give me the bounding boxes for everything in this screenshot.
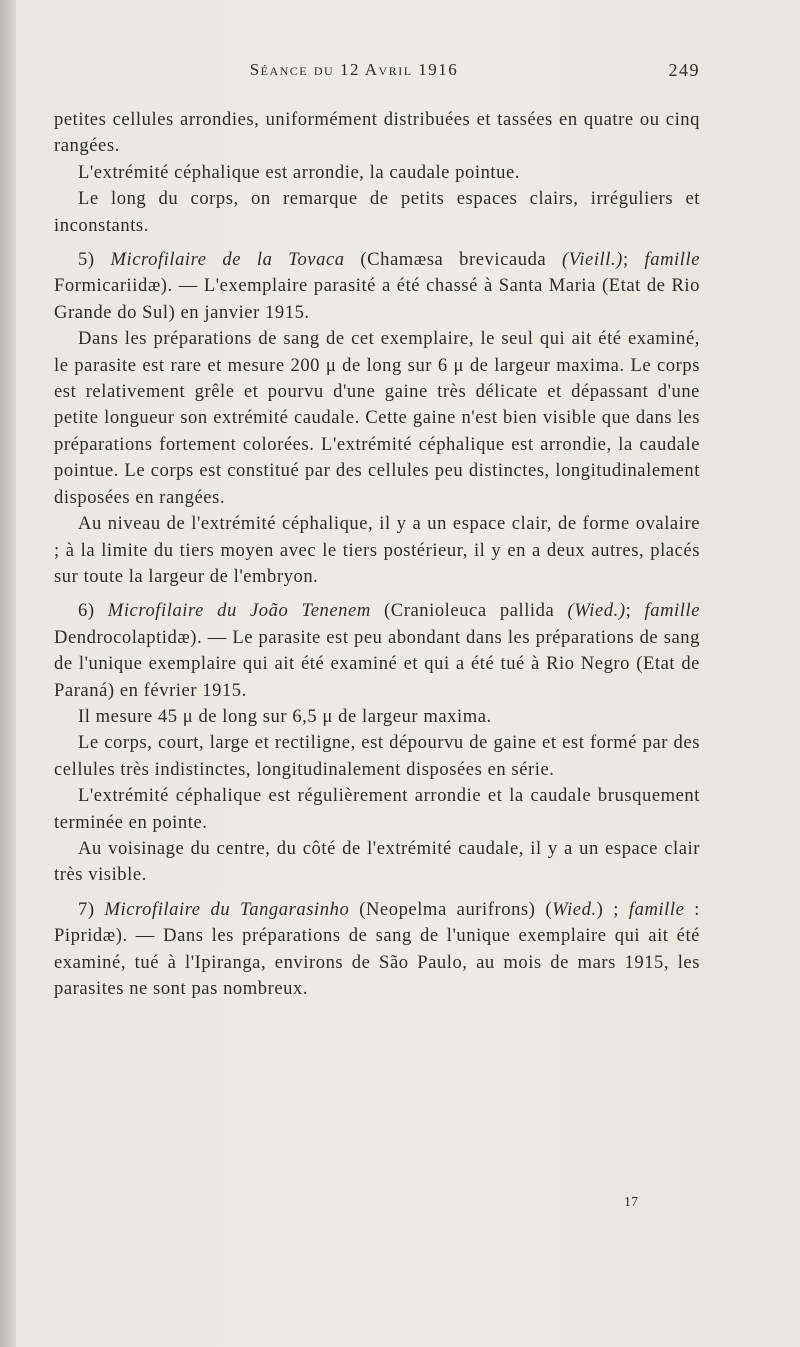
author-name: Wied. <box>552 898 597 920</box>
text-segment: Dans les préparations de sang de cet exemplaire, le seul qui ait été examiné, le parasite est rare et mesure 200 μ de long sur 6 μ de largeur maxima. Le corps est relativement grêle et pourvu d'une gaine très délicate et dépassant d'une petite longueur son extrémité caudale. Cette gaine n'est bien visible que dans les préparations fortement colorées. L'extrémité céphalique est arrondie, la caudale pointue. Le corps est constitué par des cellules peu distinctes, longitudinalement disposées en rangées. <box>54 328 700 508</box>
species-name: Microfilaire du Tangarasinho <box>104 898 350 920</box>
text-segment: Dendrocolaptidæ). — Le parasite est peu abondant dans les préparations de sang de l'unique exemplaire qui ait été examiné et qui a été tué à Rio Negro (Etat de Paraná) en février 1915. <box>54 626 700 701</box>
text-segment: L'extrémité céphalique est régulièrement arrondie et la caudale brusquement terminée en pointe. <box>54 785 700 833</box>
paragraph-section-6 <box>54 598 700 704</box>
author-name: (Vieill.) <box>562 249 623 271</box>
text-segment: : Pipridæ). — Dans les préparations de sang de l'unique exemplaire qui ait été examiné, tué à l'Ipiranga, environs de São Paulo, au mois de mars 1915, les parasites ne sont pas nombreux. <box>54 898 700 999</box>
text-segment: (Cranioleuca pallida <box>370 600 568 622</box>
text-segment: ) ; <box>596 898 629 920</box>
text-segment: Au niveau de l'extrémité céphalique, il y a un espace clair, de forme ovalaire ; à la limite du tiers moyen avec le tiers postérieur, il y en a deux autres, placés sur toute la largeur de l'embryon. <box>54 513 700 587</box>
text-segment: ; <box>622 249 645 271</box>
paragraph <box>54 107 700 160</box>
paragraph <box>54 783 700 836</box>
text-segment: petites cellules arrondies, uniformément distribuées et tassées en quatre ou cinq rangées. <box>54 109 700 157</box>
text-segment: Le corps, court, large et rectiligne, est dépourvu de gaine et est formé par des cellules très indistinctes, longitudinalement disposées en série. <box>54 732 700 780</box>
text-segment: (Chamæsa brevicauda <box>344 249 563 271</box>
family-label: famille <box>644 600 700 622</box>
text-segment: Au voisinage du centre, du côté de l'extrémité caudale, il y a un espace clair très visible. <box>54 837 700 886</box>
text-segment: ; <box>625 600 645 622</box>
paragraph-section-7 <box>54 897 700 1003</box>
family-label: famille <box>644 249 700 271</box>
paragraph <box>54 511 700 590</box>
text-segment: Il mesure 45 μ de long sur 6,5 μ de largeur maxima. <box>78 705 492 727</box>
text-segment: L'extrémité céphalique est arrondie, la caudale pointue. <box>78 161 520 183</box>
running-title: Séance du 12 Avril 1916 <box>249 60 459 79</box>
text-segment: (Neopelma aurifrons) ( <box>349 898 553 920</box>
text-segment: 5) <box>78 249 111 271</box>
body-text <box>54 107 700 1002</box>
species-name: Microfilaire du João Tenenem <box>107 600 371 622</box>
paragraph <box>54 836 700 889</box>
page-number: 249 <box>668 60 700 80</box>
paragraph <box>54 160 700 186</box>
species-name: Microfilaire de la Tovaca <box>110 249 345 271</box>
binding-gutter <box>0 0 16 1347</box>
text-segment: Formicariidæ). — L'exemplaire parasité a été chassé à Santa Maria (Etat de Rio Grande do Sul) en janvier 1915. <box>54 275 700 323</box>
signature-mark: 17 <box>624 1195 638 1210</box>
page-header <box>54 60 700 88</box>
paragraph <box>54 730 700 783</box>
paragraph <box>54 186 700 239</box>
paragraph <box>54 704 700 730</box>
text-segment: 6) <box>78 600 108 622</box>
author-name: (Wied.) <box>567 600 626 622</box>
family-label: famille <box>628 898 685 920</box>
paragraph-section-5 <box>54 247 700 326</box>
text-segment: Le long du corps, on remarque de petits espaces clairs, irréguliers et inconstants. <box>54 188 700 236</box>
paragraph <box>54 326 700 511</box>
text-segment: 7) <box>78 898 105 920</box>
